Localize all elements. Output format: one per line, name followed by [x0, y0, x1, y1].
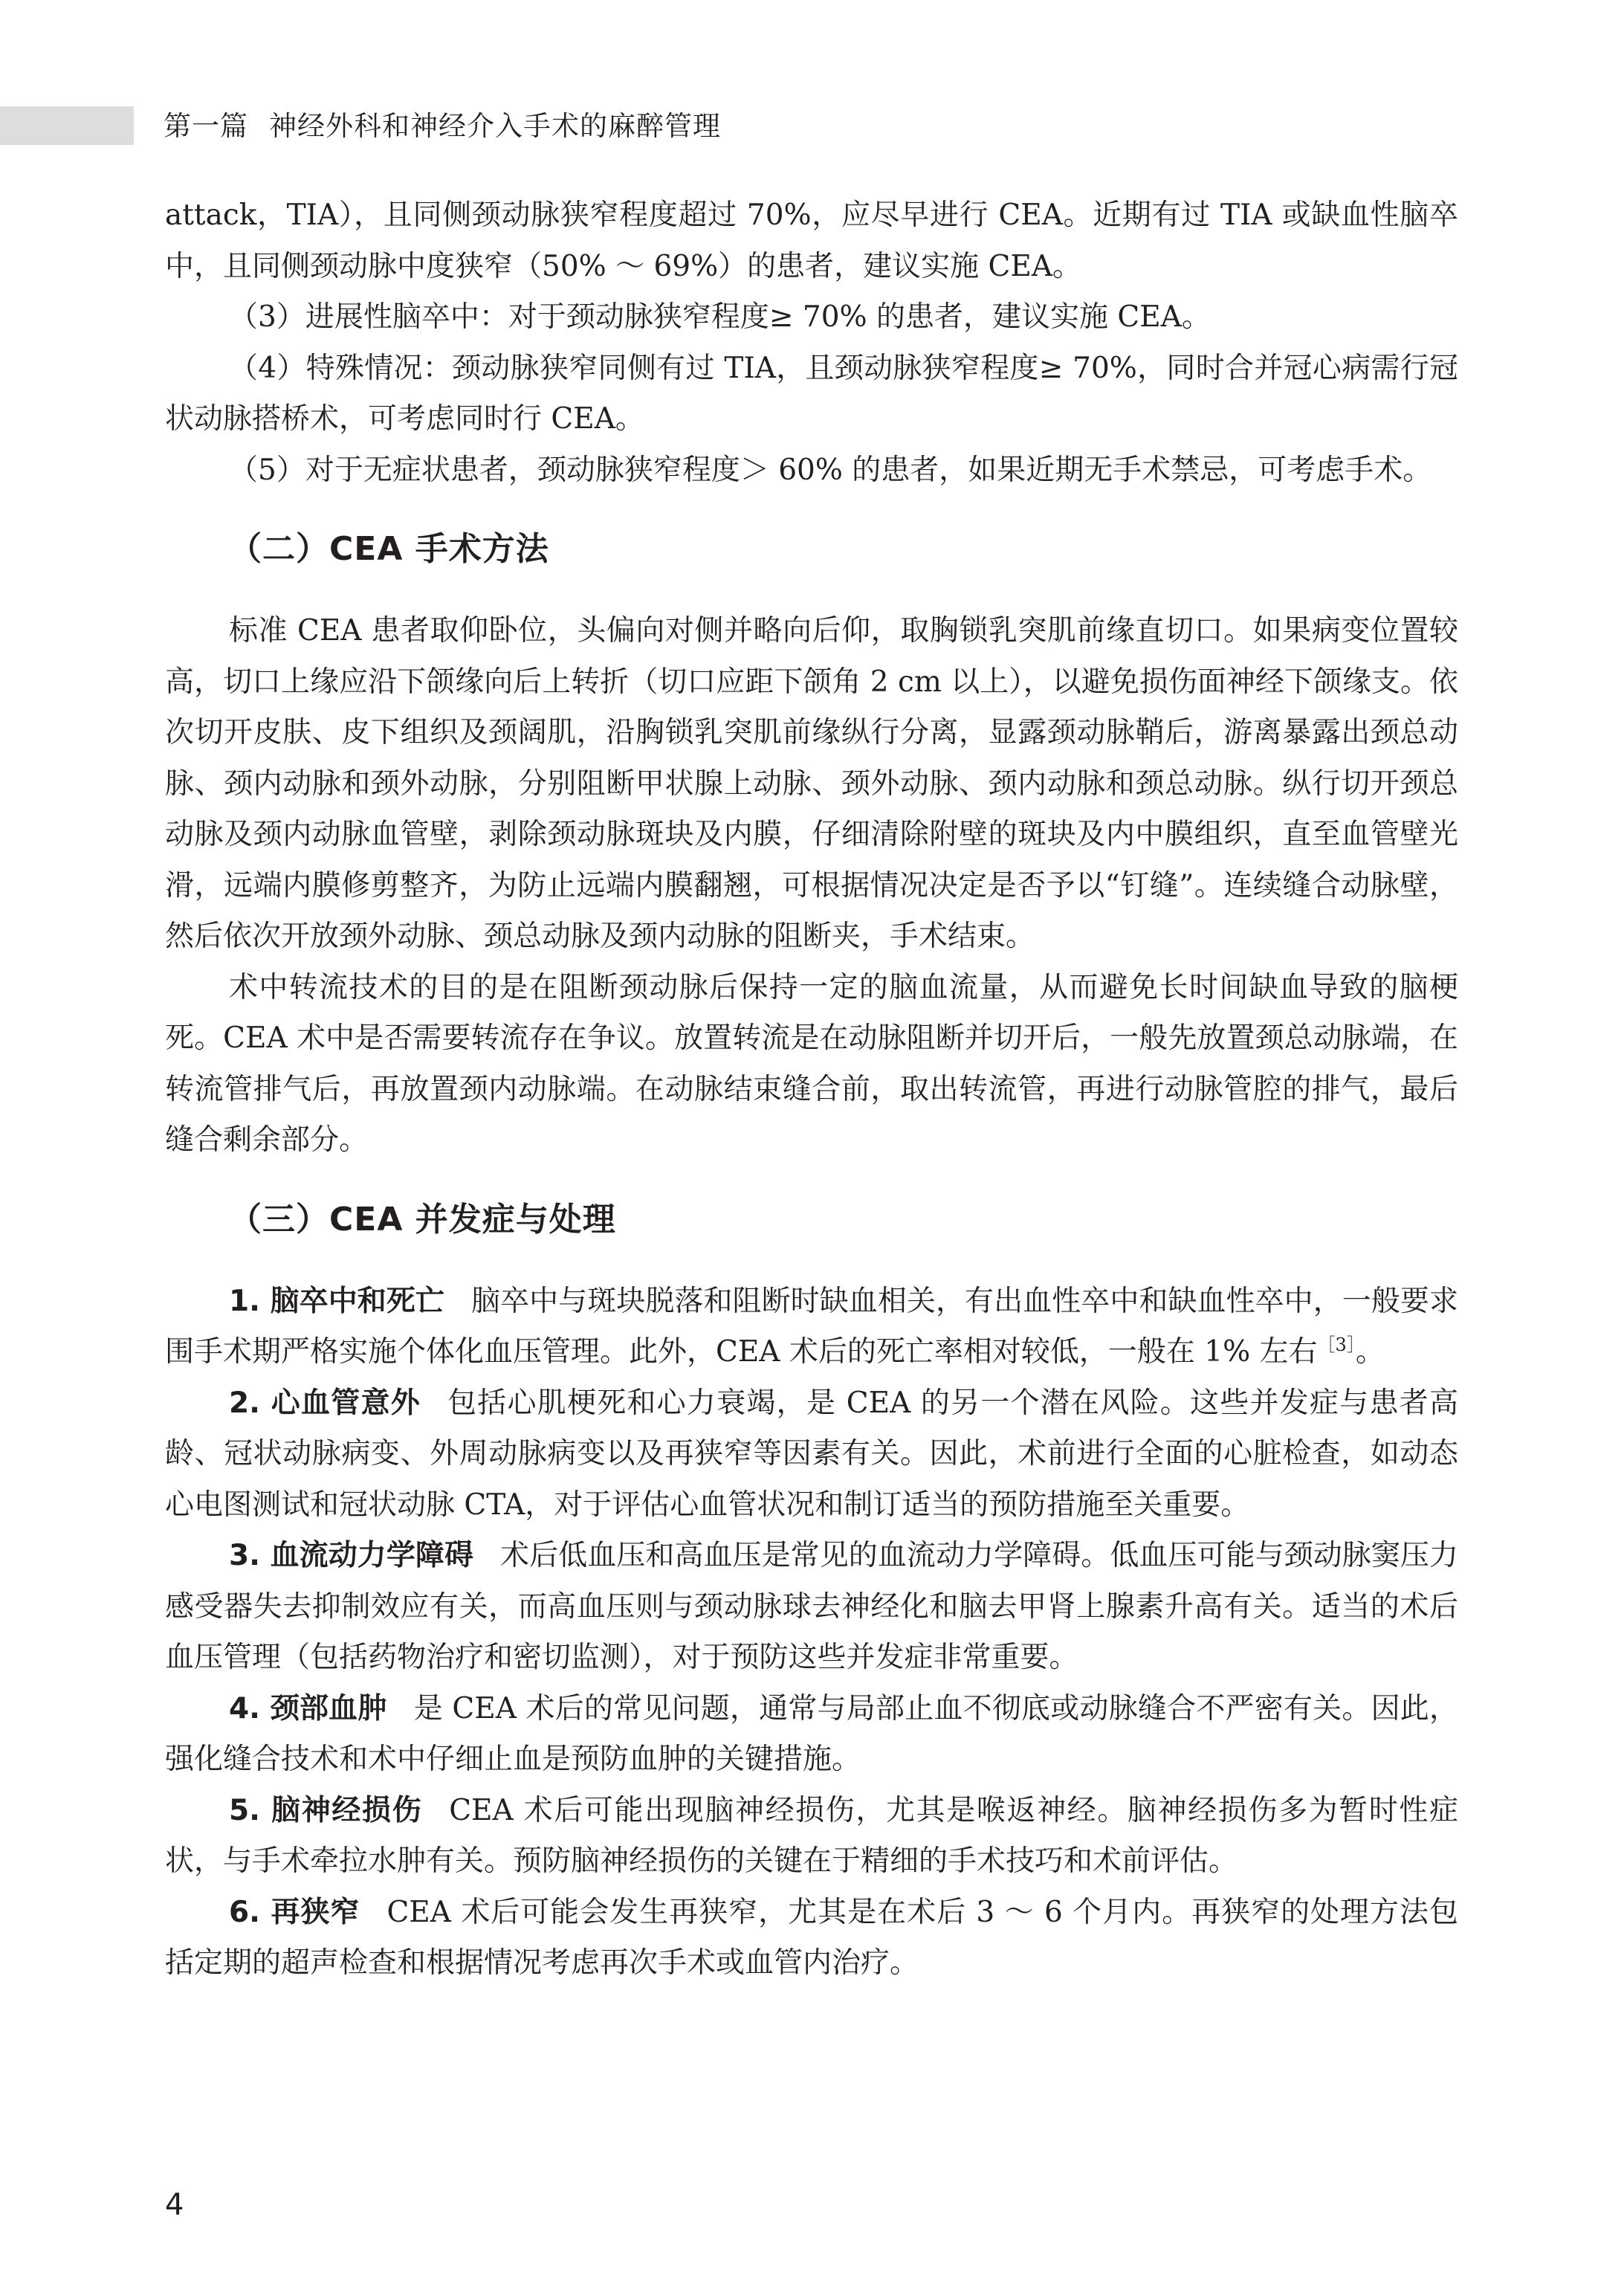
header-part: 第一篇 [164, 110, 248, 142]
complication-text: 术后低血压和高血压是常见的血流动力学障碍。低血压可能与颈动脉窦压力感受器失去抑制效应有关，而高血压则与颈动脉球去神经化和脑去甲肾上腺素升高有关。适当的术后血压管理（包括药物治疗和密切监测），对于预防这些并发症非常重要。 [165, 1539, 1458, 1674]
complication-text: CEA 术后可能会发生再狭窄，尤其是在术后 3 ～ 6 个月内。再狭窄的处理方法包括定期的超声检查和根据情况考虑再次手术或血管内治疗。 [165, 1895, 1458, 1980]
complication-item [165, 1378, 1458, 1531]
complication-title: 2. 心血管意外 [229, 1386, 421, 1420]
complication-item [165, 1684, 1458, 1786]
complication-title: 4. 颈部血肿 [229, 1691, 387, 1725]
citation-ref: ［3］ [1317, 1334, 1356, 1355]
page-body [165, 190, 1458, 1989]
section-heading-surgical-method: （二）CEA 手术方法 [229, 530, 549, 568]
paragraph-surgical-procedure: 标准 CEA 患者取仰卧位，头偏向对侧并略向后仰，取胸锁乳突肌前缘直切口。如果病变位置较高，切口上缘应沿下颌缘向后上转折（切口应距下颌角 2 cm 以上），以避免损伤面神经下颌缘支。依次切开皮肤、皮下组织及颈阔肌，沿胸锁乳突肌前缘纵行分离，显露颈动脉鞘后，游离暴露出颈总动脉、颈内动脉和颈外动脉，分别阻断甲状腺上动脉、颈外动脉、颈内动脉和颈总动脉。纵行切开颈总动脉及颈内动脉血管壁，剥除颈动脉斑块及内膜，仔细清除附壁的斑块及内中膜组织，直至血管壁光滑，远端内膜修剪整齐，为防止远端内膜翻翘，可根据情况决定是否予以“钉缝”。连续缝合动脉壁，然后依次开放颈外动脉、颈总动脉及颈内动脉的阻断夹，手术结束。 [165, 614, 1458, 953]
complication-item [165, 1786, 1458, 1888]
complication-title: 3. 血流动力学障碍 [229, 1539, 474, 1572]
complication-text: CEA 术后可能出现脑神经损伤，尤其是喉返神经。脑神经损伤多为暂时性症状，与手术牵拉水肿有关。预防脑神经损伤的关键在于精细的手术技巧和术前评估。 [165, 1793, 1459, 1878]
complication-item [165, 1531, 1458, 1684]
complication-title: 1. 脑卒中和死亡 [229, 1284, 444, 1318]
page-number: 4 [165, 2188, 184, 2222]
paragraph-shunt-technique: 术中转流技术的目的是在阻断颈动脉后保持一定的脑血流量，从而避免长时间缺血导致的脑梗死。CEA 术中是否需要转流存在争议。放置转流是在动脉阻断并切开后，一般先放置颈总动脉端，在转流管排气后，再放置颈内动脉端。在动脉结束缝合前，取出转流管，再进行动脉管腔的排气，最后缝合剩余部分。 [165, 970, 1458, 1157]
complication-item [165, 1276, 1458, 1378]
paragraph-indication-3: （3）进展性脑卒中：对于颈动脉狭窄程度≥ 70% 的患者，建议实施 CEA。 [229, 300, 1211, 334]
complication-text: 脑卒中与斑块脱落和阻断时缺血相关，有出血性卒中和缺血性卒中，一般要求围手术期严格实施个体化血压管理。此外，CEA 术后的死亡率相对较低，一般在 1% 左右 [165, 1284, 1458, 1369]
complication-item [165, 1888, 1458, 1989]
complication-title: 6. 再狭窄 [229, 1895, 360, 1929]
header-title: 神经外科和神经介入手术的麻醉管理 [269, 110, 721, 142]
paragraph-indication-5: （5）对于无症状患者，颈动脉狭窄程度＞ 60% 的患者，如果近期无手术禁忌，可考虑手术。 [229, 453, 1432, 487]
paragraph-indication-4: （4）特殊情况：颈动脉狭窄同侧有过 TIA，且颈动脉狭窄程度≥ 70%，同时合并冠心病需行冠状动脉搭桥术，可考虑同时行 CEA。 [165, 351, 1458, 436]
complication-text-end: 。 [1355, 1335, 1385, 1369]
running-header [164, 107, 721, 146]
section-heading-complications: （三）CEA 并发症与处理 [229, 1200, 616, 1239]
complication-title: 5. 脑神经损伤 [229, 1793, 423, 1827]
paragraph-indication-continued: attack，TIA），且同侧颈动脉狭窄程度超过 70%，应尽早进行 CEA。近期有过 TIA 或缺血性脑卒中，且同侧颈动脉中度狭窄（50% ～ 69%）的患者，建议实施 CEA。 [165, 198, 1458, 283]
complication-text: 是 CEA 术后的常见问题，通常与局部止血不彻底或动脉缝合不严密有关。因此，强化缝合技术和术中仔细止血是预防血肿的关键措施。 [165, 1691, 1459, 1776]
complication-text: 包括心肌梗死和心力衰竭，是 CEA 的另一个潜在风险。这些并发症与患者高龄、冠状动脉病变、外周动脉病变以及再狭窄等因素有关。因此，术前进行全面的心脏检查，如动态心电图测试和冠状动脉 CTA，对于评估心血管状况和制订适当的预防措施至关重要。 [165, 1386, 1458, 1522]
header-decor-bar [0, 106, 134, 145]
